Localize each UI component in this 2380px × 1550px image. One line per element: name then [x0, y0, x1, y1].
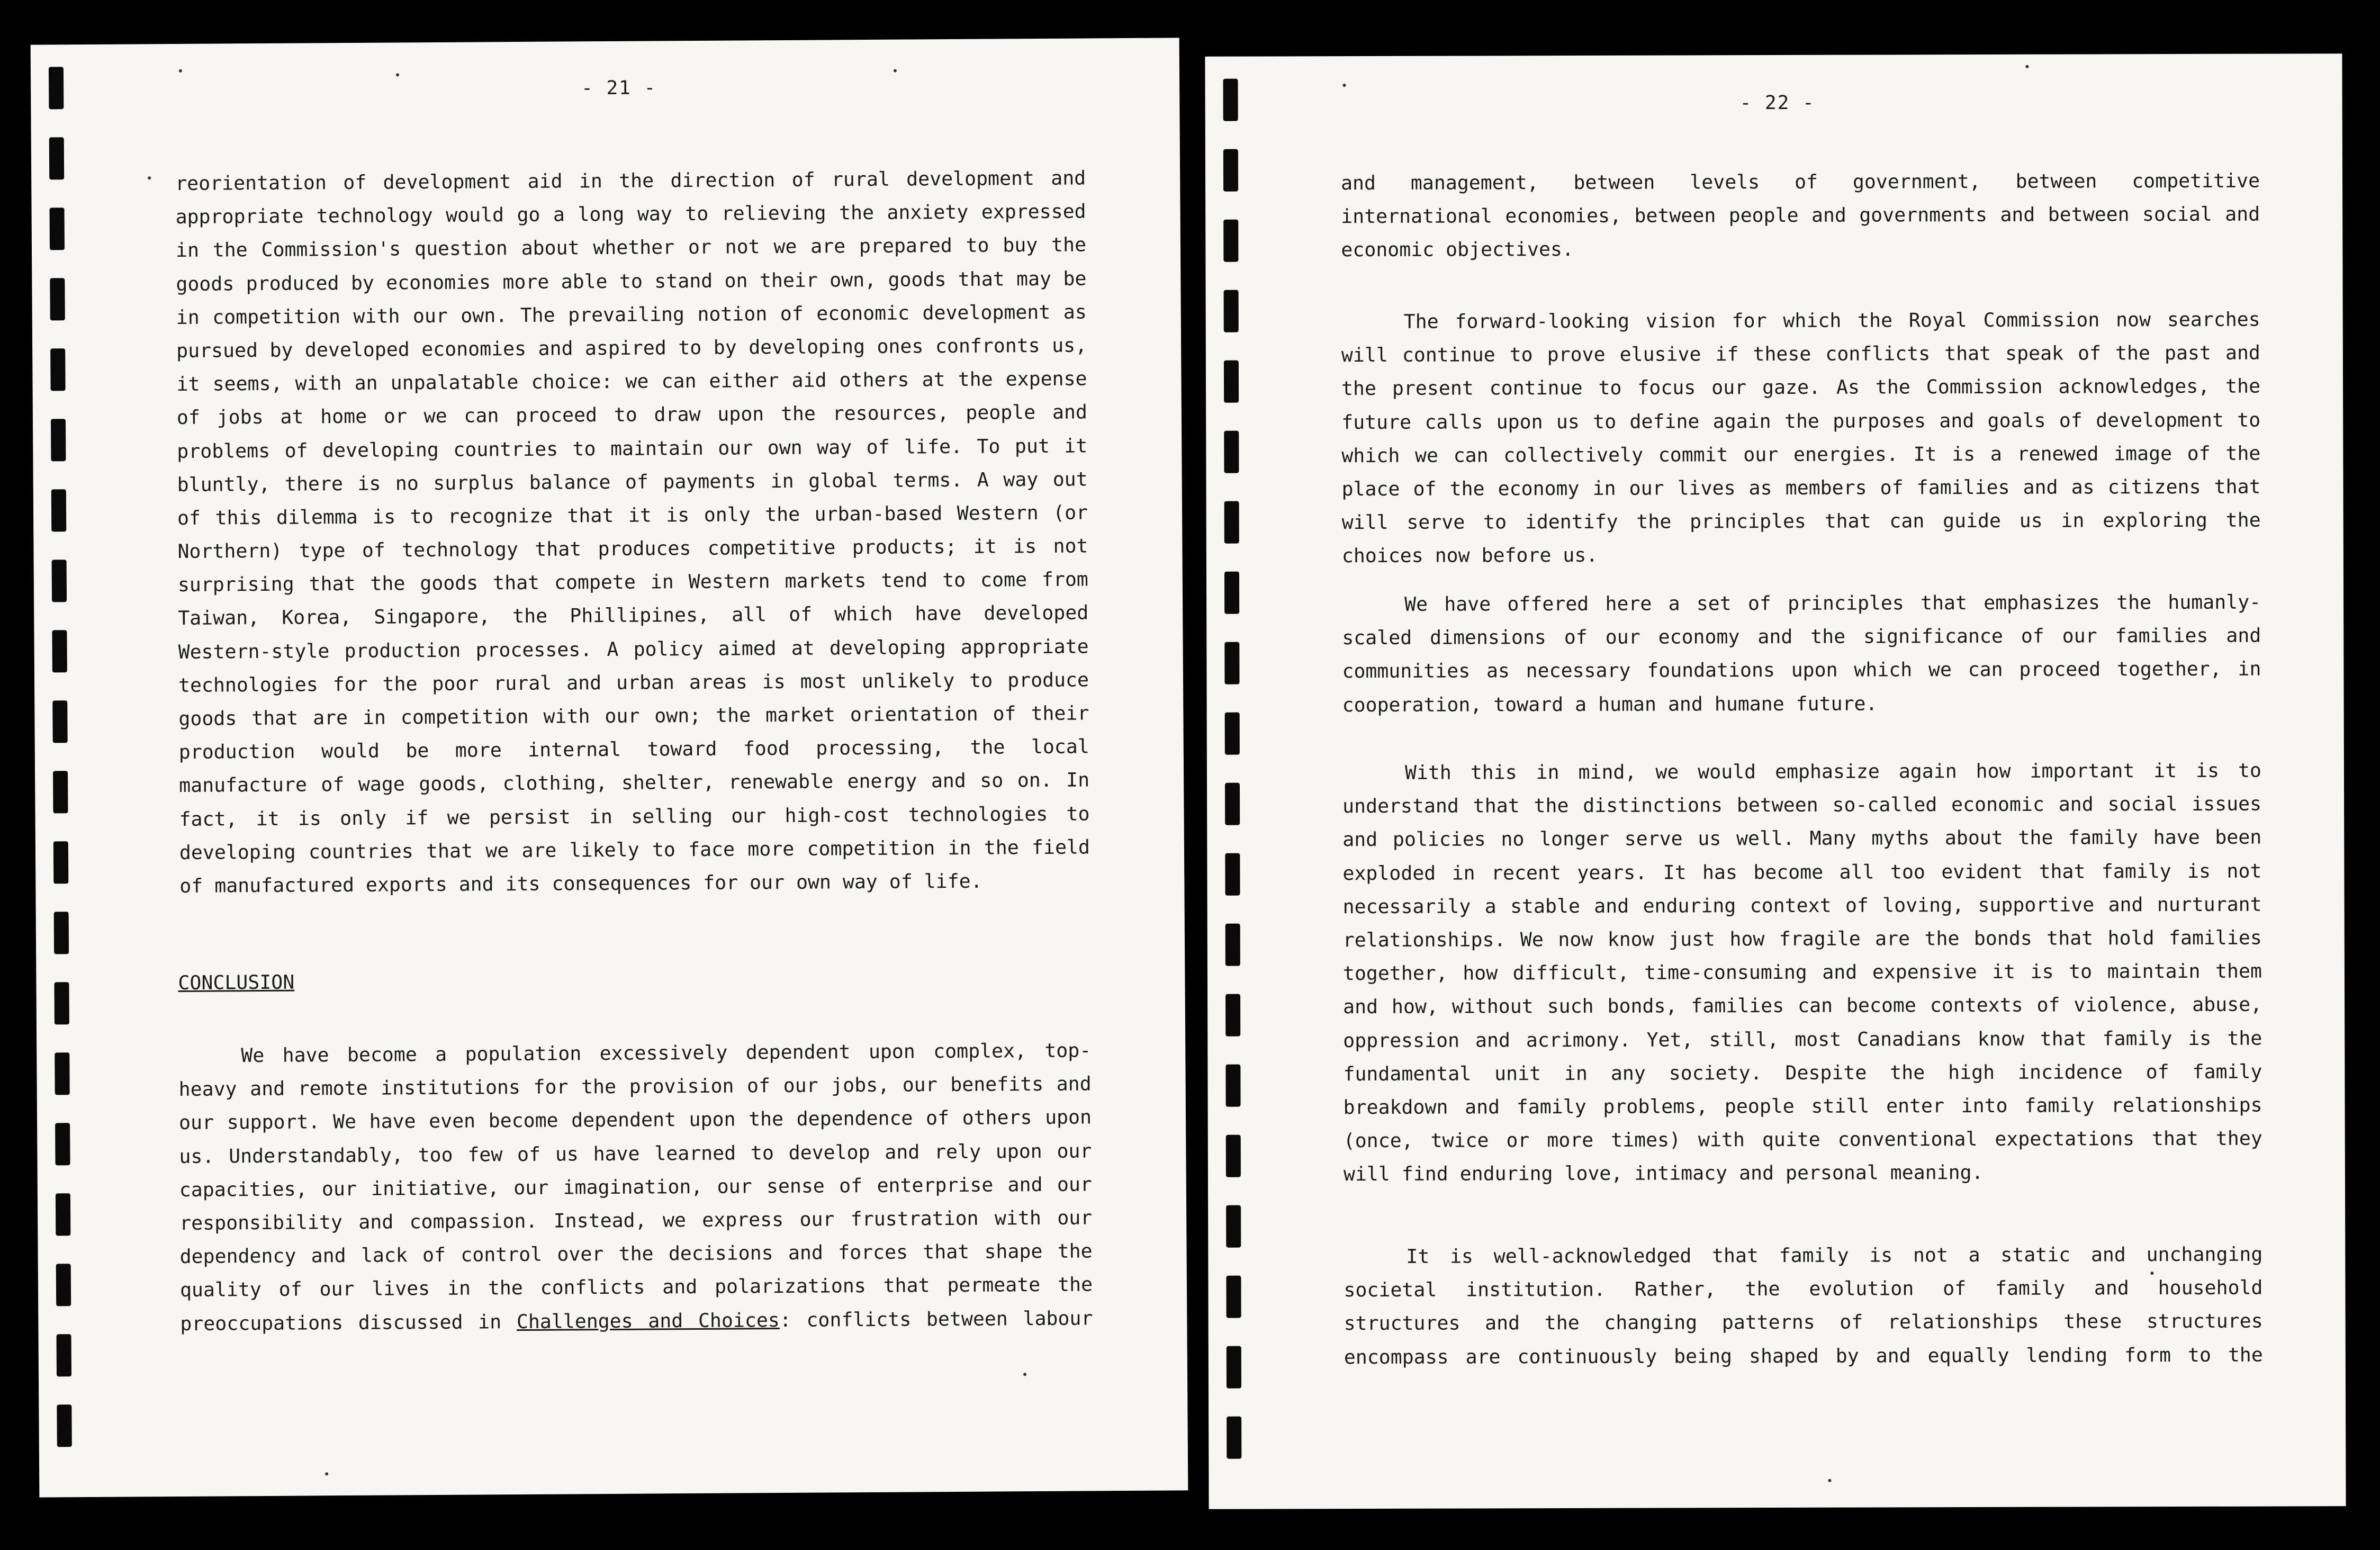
text-line: place of the economy in our lives as members of families and as citizens that [1341, 475, 2261, 501]
binding-hole [1225, 853, 1240, 896]
text-line: pursued by developed economies and aspired to by developing ones confronts us, [176, 334, 1087, 362]
page-number-left: - 21 - [581, 77, 657, 100]
right-paragraph-1 [1341, 164, 2260, 267]
binding-hole [54, 982, 69, 1024]
binding-hole [52, 560, 67, 602]
text-line: goods produced by economies more able to stand on their own, goods that may be [176, 267, 1087, 295]
text-line: exploded in recent years. It has become all too evident that family is not [1342, 859, 2262, 885]
binding-hole [50, 278, 65, 320]
text-line: capacities, our initiative, our imagination, our sense of enterprise and our [179, 1173, 1092, 1201]
text-line: goods that are in competition with our own; the market orientation of their [178, 701, 1089, 730]
binding-hole [1226, 1205, 1241, 1248]
text-line: will continue to prove elusive if these conflicts that speak of the past and [1341, 341, 2260, 367]
text-line: in the Commission's question about whether or not we are prepared to buy the [175, 233, 1087, 262]
left-paragraph-2 [178, 1033, 1093, 1340]
text-line: appropriate technology would go a long way to relieving the anxiety expressed [175, 200, 1086, 229]
text-fragment: preoccupations discussed in [180, 1310, 517, 1335]
conclusion-heading: CONCLUSION [178, 970, 295, 994]
right-paragraph-5 [1344, 1238, 2263, 1374]
left-page [31, 38, 1188, 1497]
text-line: fundamental unit in any society. Despite the high incidence of family [1343, 1060, 2262, 1085]
text-line: With this in mind, we would emphasize again how important it is to [1404, 759, 2262, 784]
speck [1828, 1479, 1831, 1482]
binding-hole [54, 912, 69, 954]
text-line: dependency and lack of control over the decisions and forces that shape the [179, 1239, 1093, 1268]
text-line: in competition with our own. The prevailing notion of economic development as [176, 300, 1087, 329]
right-page [1205, 53, 2346, 1509]
binding-hole [1224, 572, 1239, 614]
text-line: relationships. We now know just how fragile are the bonds that hold families [1342, 926, 2262, 952]
binding-hole [1226, 1276, 1241, 1318]
binding-hole [52, 630, 67, 672]
speck [396, 73, 399, 76]
binding-holes-left [49, 44, 79, 1497]
text-line: communities as necessary foundations upon which we can proceed together, in [1342, 657, 2261, 683]
text-line: it seems, with an unpalatable choice: we can either aid others at the expense [176, 367, 1087, 396]
text-line: encompass are continuously being shaped by and equally lending form to the [1344, 1343, 2263, 1368]
binding-hole [52, 700, 67, 743]
text-line: will find enduring love, intimacy and personal meaning. [1343, 1161, 1984, 1186]
text-line: our support. We have even become dependent upon the dependence of others upon [178, 1105, 1092, 1134]
right-paragraph-3 [1342, 585, 2261, 722]
text-line: problems of developing countries to maintain our own way of life. To put it [177, 434, 1088, 463]
text-line: Western-style production processes. A policy aimed at developing appropriate [178, 635, 1089, 663]
text-line: production would be more internal toward food processing, the local [178, 735, 1089, 764]
binding-hole [1223, 149, 1238, 192]
text-line: We have offered here a set of principles that emphasizes the humanly- [1404, 590, 2261, 616]
text-line: which we can collectively commit our energies. It is a renewed image of the [1341, 441, 2261, 467]
speck [325, 1472, 328, 1475]
text-line: economic objectives. [1341, 238, 1574, 262]
binding-hole [56, 1193, 70, 1236]
binding-hole [57, 1404, 71, 1447]
text-line: cooperation, toward a human and humane future. [1342, 692, 1878, 716]
text-line: fact, it is only if we persist in selling our high-cost technologies to [179, 802, 1090, 831]
speck [894, 69, 897, 73]
binding-hole [50, 208, 65, 250]
text-line: structures and the changing patterns of relationships these structures [1344, 1309, 2263, 1335]
speck [1023, 1373, 1026, 1376]
text-line: understand that the distinctions between so-called economic and social issues [1342, 792, 2262, 818]
text-line [180, 1301, 1093, 1340]
binding-hole [1224, 290, 1239, 332]
text-line: and management, between levels of government, between competitive [1340, 169, 2260, 195]
text-line: of manufactured exports and its consequences for our own way of life. [179, 869, 982, 897]
text-line: bluntly, there is no surplus balance of payments in global terms. A way out [177, 467, 1088, 496]
text-line: and how, without such bonds, families can become contexts of violence, abuse, [1343, 993, 2262, 1019]
text-line: necessarily a stable and enduring context of loving, supportive and nurturant [1342, 893, 2262, 918]
book-title: Challenges and Choices [516, 1308, 780, 1333]
text-line: the present continue to focus our gaze. As the Commission acknowledges, the [1341, 374, 2261, 400]
text-line: heavy and remote institutions for the provision of our jobs, our benefits and [178, 1072, 1092, 1101]
text-line: It is well-acknowledged that family is not a static and unchanging [1406, 1242, 2263, 1268]
text-line: responsibility and compassion. Instead, we express our frustration with our [179, 1206, 1093, 1234]
speck [148, 176, 151, 179]
text-line: technologies for the poor rural and urban areas is most unlikely to produce [178, 668, 1089, 697]
binding-hole [1224, 501, 1239, 544]
text-line: reorientation of development aid in the direction of rural development and [175, 166, 1086, 195]
text-fragment: : conflicts between labour [779, 1306, 1093, 1331]
speck [1343, 84, 1346, 87]
page-number-right: - 22 - [1739, 92, 1815, 114]
text-line: international economies, between people and governments and between social and [1341, 202, 2260, 228]
text-line: scaled dimensions of our economy and the significance of our families and [1342, 624, 2261, 650]
binding-hole [49, 137, 64, 179]
text-line: The forward-looking vision for which the Royal Commission now searches [1403, 308, 2260, 333]
binding-hole [55, 1123, 70, 1165]
speck [179, 69, 182, 73]
text-line: future calls upon us to define again the purposes and goals of development to [1341, 408, 2261, 434]
binding-hole [56, 1264, 71, 1306]
text-line: societal institution. Rather, the evolution of family and household [1344, 1276, 2263, 1302]
binding-hole [1227, 1346, 1241, 1389]
binding-hole [1224, 361, 1239, 403]
binding-hole [1225, 783, 1240, 825]
text-line: manufacture of wage goods, clothing, shelter, renewable energy and so on. In [179, 768, 1090, 797]
text-line: oppression and acrimony. Yet, still, most Canadians know that family is the [1343, 1026, 2262, 1052]
text-line: us. Understandably, too few of us have learned to develop and rely upon our [179, 1139, 1092, 1168]
text-line: choices now before us. [1341, 544, 1598, 567]
binding-holes-right [1223, 57, 1248, 1509]
text-line: quality of our lives in the conflicts and polarizations that permeate the [179, 1273, 1093, 1302]
binding-hole [51, 419, 66, 461]
binding-hole [1225, 994, 1240, 1037]
text-line: Northern) type of technology that produces competitive products; it is not [177, 534, 1088, 563]
text-line: of jobs at home or we can proceed to draw upon the resources, people and [176, 400, 1088, 429]
text-line: surprising that the goods that compete in Western markets tend to come from [177, 567, 1088, 597]
text-line: (once, twice or more times) with quite conventional expectations that they [1343, 1127, 2262, 1152]
binding-hole [1225, 1065, 1240, 1107]
text-line: of this dilemma is to recognize that it is only the urban-based Western (or [177, 501, 1088, 529]
binding-hole [53, 771, 68, 813]
binding-hole [1227, 1417, 1241, 1459]
binding-hole [1225, 924, 1240, 966]
binding-hole [1224, 642, 1239, 684]
binding-hole [1224, 431, 1239, 473]
binding-hole [1223, 79, 1238, 121]
text-line: breakdown and family problems, people still enter into family relationships [1343, 1093, 2262, 1119]
speck [2025, 65, 2029, 68]
binding-hole [55, 1052, 69, 1095]
right-paragraph-2 [1341, 303, 2261, 573]
binding-hole [1225, 713, 1240, 755]
left-paragraph-1 [175, 161, 1090, 903]
text-line: together, how difficult, time-consuming and expensive it is to maintain them [1342, 959, 2262, 985]
binding-hole [1226, 1135, 1241, 1177]
binding-hole [1223, 220, 1238, 262]
binding-hole [57, 1334, 71, 1376]
speck [2150, 1272, 2153, 1275]
binding-hole [49, 67, 64, 109]
text-line: developing countries that we are likely to face more competition in the field [179, 835, 1090, 864]
binding-hole [51, 489, 66, 531]
text-line: will serve to identify the principles that can guide us in exploring the [1341, 508, 2261, 534]
binding-hole [53, 841, 68, 884]
text-line: Taiwan, Korea, Singapore, the Phillipines, all of which have developed [178, 601, 1089, 630]
right-paragraph-4 [1342, 754, 2262, 1191]
binding-hole [50, 348, 65, 391]
text-line: and policies no longer serve us well. Many myths about the family have been [1342, 825, 2262, 851]
text-line: We have become a population excessively dependent upon complex, top- [241, 1039, 1092, 1067]
